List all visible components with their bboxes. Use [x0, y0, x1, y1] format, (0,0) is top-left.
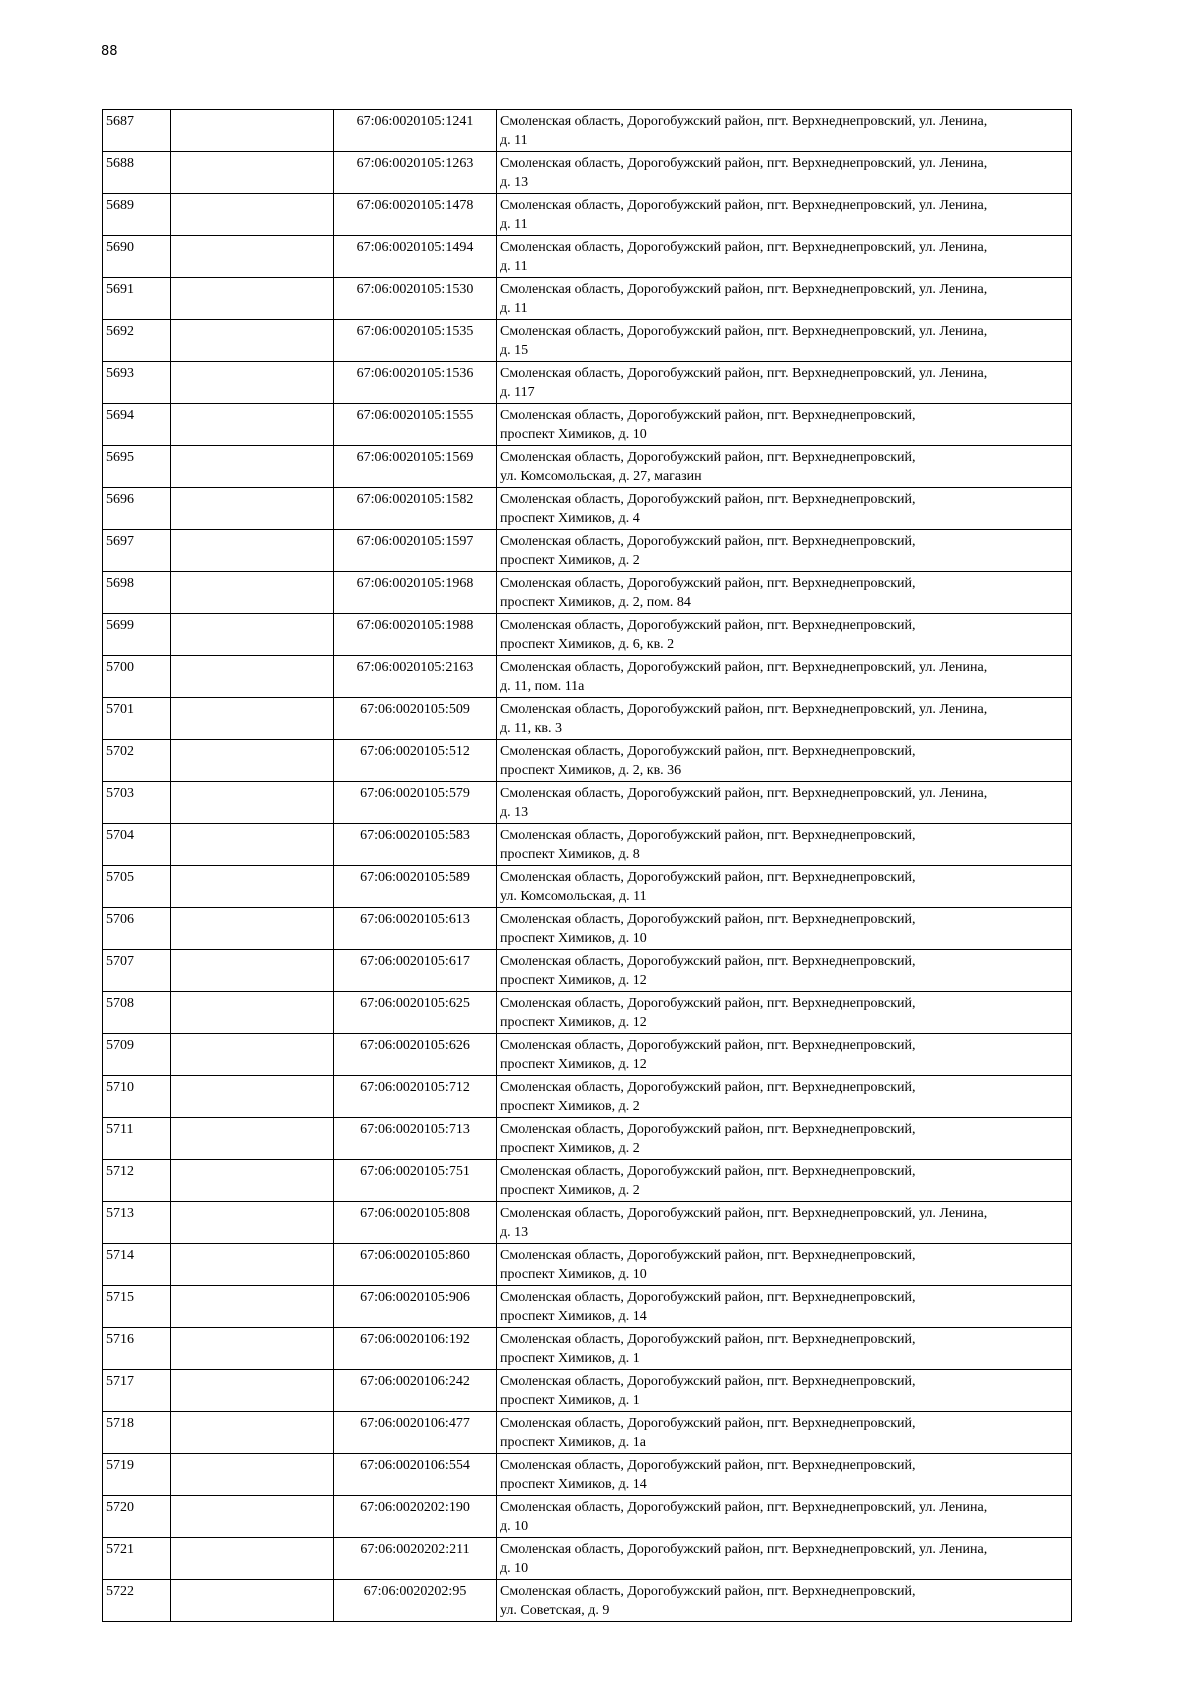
table-row	[103, 1370, 1072, 1412]
empty-cell	[171, 152, 334, 194]
empty-cell	[171, 1580, 334, 1622]
address-cell: Смоленская область, Дорогобужский район, пгт. Верхнеднепровский, проспект Химиков, д. 12	[497, 1034, 1072, 1076]
table-row	[103, 1412, 1072, 1454]
row-number-cell: 5718	[103, 1412, 171, 1454]
address-cell: Смоленская область, Дорогобужский район, пгт. Верхнеднепровский, ул. Ленина, д. 13	[497, 782, 1072, 824]
empty-cell	[171, 1496, 334, 1538]
registry-table	[102, 109, 1072, 1622]
cadastral-number-cell: 67:06:0020105:1988	[334, 614, 497, 656]
cadastral-number-cell: 67:06:0020105:1241	[334, 110, 497, 152]
address-cell: Смоленская область, Дорогобужский район, пгт. Верхнеднепровский, проспект Химиков, д. 12	[497, 950, 1072, 992]
row-number-cell: 5701	[103, 698, 171, 740]
table-row	[103, 740, 1072, 782]
table-row	[103, 614, 1072, 656]
table-row	[103, 992, 1072, 1034]
row-number-cell: 5706	[103, 908, 171, 950]
address-cell: Смоленская область, Дорогобужский район, пгт. Верхнеднепровский, проспект Химиков, д. 2	[497, 1118, 1072, 1160]
cadastral-number-cell: 67:06:0020105:1478	[334, 194, 497, 236]
cadastral-number-cell: 67:06:0020105:509	[334, 698, 497, 740]
row-number-cell: 5710	[103, 1076, 171, 1118]
row-number-cell: 5690	[103, 236, 171, 278]
table-row	[103, 152, 1072, 194]
cadastral-number-cell: 67:06:0020105:625	[334, 992, 497, 1034]
row-number-cell: 5687	[103, 110, 171, 152]
table-row	[103, 530, 1072, 572]
table-row	[103, 866, 1072, 908]
address-cell: Смоленская область, Дорогобужский район, пгт. Верхнеднепровский, ул. Ленина, д. 13	[497, 1202, 1072, 1244]
empty-cell	[171, 1244, 334, 1286]
row-number-cell: 5704	[103, 824, 171, 866]
empty-cell	[171, 278, 334, 320]
cadastral-number-cell: 67:06:0020105:579	[334, 782, 497, 824]
empty-cell	[171, 950, 334, 992]
table-row	[103, 110, 1072, 152]
row-number-cell: 5698	[103, 572, 171, 614]
empty-cell	[171, 362, 334, 404]
address-cell: Смоленская область, Дорогобужский район, пгт. Верхнеднепровский, проспект Химиков, д. 8	[497, 824, 1072, 866]
row-number-cell: 5691	[103, 278, 171, 320]
cadastral-number-cell: 67:06:0020105:1968	[334, 572, 497, 614]
empty-cell	[171, 1118, 334, 1160]
row-number-cell: 5721	[103, 1538, 171, 1580]
row-number-cell: 5693	[103, 362, 171, 404]
row-number-cell: 5689	[103, 194, 171, 236]
row-number-cell: 5722	[103, 1580, 171, 1622]
row-number-cell: 5715	[103, 1286, 171, 1328]
empty-cell	[171, 908, 334, 950]
table-row	[103, 908, 1072, 950]
row-number-cell: 5714	[103, 1244, 171, 1286]
address-cell: Смоленская область, Дорогобужский район, пгт. Верхнеднепровский, ул. Ленина, д. 10	[497, 1496, 1072, 1538]
empty-cell	[171, 1538, 334, 1580]
cadastral-number-cell: 67:06:0020106:554	[334, 1454, 497, 1496]
row-number-cell: 5692	[103, 320, 171, 362]
table-row	[103, 446, 1072, 488]
empty-cell	[171, 1328, 334, 1370]
empty-cell	[171, 1370, 334, 1412]
address-cell: Смоленская область, Дорогобужский район, пгт. Верхнеднепровский, проспект Химиков, д. 10	[497, 908, 1072, 950]
empty-cell	[171, 320, 334, 362]
row-number-cell: 5697	[103, 530, 171, 572]
registry-table-body	[103, 110, 1072, 1622]
address-cell: Смоленская область, Дорогобужский район, пгт. Верхнеднепровский, ул. Ленина, д. 11, пом. 11а	[497, 656, 1072, 698]
table-row	[103, 950, 1072, 992]
cadastral-number-cell: 67:06:0020105:1555	[334, 404, 497, 446]
address-cell: Смоленская область, Дорогобужский район, пгт. Верхнеднепровский, ул. Советская, д. 9	[497, 1580, 1072, 1622]
table-row	[103, 1580, 1072, 1622]
table-row	[103, 1118, 1072, 1160]
cadastral-number-cell: 67:06:0020105:1569	[334, 446, 497, 488]
cadastral-number-cell: 67:06:0020105:1597	[334, 530, 497, 572]
cadastral-number-cell: 67:06:0020105:906	[334, 1286, 497, 1328]
table-row	[103, 1202, 1072, 1244]
table-row	[103, 782, 1072, 824]
address-cell: Смоленская область, Дорогобужский район, пгт. Верхнеднепровский, ул. Ленина, д. 117	[497, 362, 1072, 404]
table-row	[103, 320, 1072, 362]
table-row	[103, 1328, 1072, 1370]
row-number-cell: 5708	[103, 992, 171, 1034]
empty-cell	[171, 1454, 334, 1496]
empty-cell	[171, 404, 334, 446]
row-number-cell: 5713	[103, 1202, 171, 1244]
cadastral-number-cell: 67:06:0020105:860	[334, 1244, 497, 1286]
row-number-cell: 5719	[103, 1454, 171, 1496]
cadastral-number-cell: 67:06:0020105:1530	[334, 278, 497, 320]
address-cell: Смоленская область, Дорогобужский район, пгт. Верхнеднепровский, проспект Химиков, д. 1а	[497, 1412, 1072, 1454]
cadastral-number-cell: 67:06:0020202:211	[334, 1538, 497, 1580]
row-number-cell: 5709	[103, 1034, 171, 1076]
address-cell: Смоленская область, Дорогобужский район, пгт. Верхнеднепровский, проспект Химиков, д. 1	[497, 1328, 1072, 1370]
address-cell: Смоленская область, Дорогобужский район, пгт. Верхнеднепровский, проспект Химиков, д. 2, пом. 84	[497, 572, 1072, 614]
table-row	[103, 1244, 1072, 1286]
cadastral-number-cell: 67:06:0020105:1535	[334, 320, 497, 362]
address-cell: Смоленская область, Дорогобужский район, пгт. Верхнеднепровский, проспект Химиков, д. 12	[497, 992, 1072, 1034]
address-cell: Смоленская область, Дорогобужский район, пгт. Верхнеднепровский, ул. Ленина, д. 15	[497, 320, 1072, 362]
empty-cell	[171, 236, 334, 278]
cadastral-number-cell: 67:06:0020105:1582	[334, 488, 497, 530]
table-row	[103, 236, 1072, 278]
address-cell: Смоленская область, Дорогобужский район, пгт. Верхнеднепровский, проспект Химиков, д. 10	[497, 1244, 1072, 1286]
row-number-cell: 5716	[103, 1328, 171, 1370]
address-cell: Смоленская область, Дорогобужский район, пгт. Верхнеднепровский, ул. Ленина, д. 11	[497, 236, 1072, 278]
empty-cell	[171, 572, 334, 614]
cadastral-number-cell: 67:06:0020202:190	[334, 1496, 497, 1538]
cadastral-number-cell: 67:06:0020106:477	[334, 1412, 497, 1454]
table-row	[103, 1454, 1072, 1496]
address-cell: Смоленская область, Дорогобужский район, пгт. Верхнеднепровский, проспект Химиков, д. 4	[497, 488, 1072, 530]
empty-cell	[171, 488, 334, 530]
address-cell: Смоленская область, Дорогобужский район, пгт. Верхнеднепровский, ул. Ленина, д. 11	[497, 278, 1072, 320]
address-cell: Смоленская область, Дорогобужский район, пгт. Верхнеднепровский, проспект Химиков, д. 2, кв. 36	[497, 740, 1072, 782]
empty-cell	[171, 1076, 334, 1118]
empty-cell	[171, 110, 334, 152]
address-cell: Смоленская область, Дорогобужский район, пгт. Верхнеднепровский, проспект Химиков, д. 10	[497, 404, 1072, 446]
address-cell: Смоленская область, Дорогобужский район, пгт. Верхнеднепровский, ул. Ленина, д. 10	[497, 1538, 1072, 1580]
table-row	[103, 362, 1072, 404]
cadastral-number-cell: 67:06:0020106:242	[334, 1370, 497, 1412]
empty-cell	[171, 1034, 334, 1076]
row-number-cell: 5705	[103, 866, 171, 908]
address-cell: Смоленская область, Дорогобужский район, пгт. Верхнеднепровский, проспект Химиков, д. 14	[497, 1454, 1072, 1496]
address-cell: Смоленская область, Дорогобужский район, пгт. Верхнеднепровский, проспект Химиков, д. 6, кв. 2	[497, 614, 1072, 656]
address-cell: Смоленская область, Дорогобужский район, пгт. Верхнеднепровский, ул. Ленина, д. 11	[497, 194, 1072, 236]
empty-cell	[171, 1412, 334, 1454]
cadastral-number-cell: 67:06:0020106:192	[334, 1328, 497, 1370]
address-cell: Смоленская область, Дорогобужский район, пгт. Верхнеднепровский, ул. Ленина, д. 11, кв. 3	[497, 698, 1072, 740]
address-cell: Смоленская область, Дорогобужский район, пгт. Верхнеднепровский, проспект Химиков, д. 1	[497, 1370, 1072, 1412]
empty-cell	[171, 194, 334, 236]
address-cell: Смоленская область, Дорогобужский район, пгт. Верхнеднепровский, проспект Химиков, д. 14	[497, 1286, 1072, 1328]
table-row	[103, 488, 1072, 530]
empty-cell	[171, 1202, 334, 1244]
row-number-cell: 5702	[103, 740, 171, 782]
row-number-cell: 5711	[103, 1118, 171, 1160]
table-row	[103, 1538, 1072, 1580]
empty-cell	[171, 446, 334, 488]
address-cell: Смоленская область, Дорогобужский район, пгт. Верхнеднепровский, ул. Ленина, д. 11	[497, 110, 1072, 152]
table-row	[103, 1076, 1072, 1118]
table-row	[103, 698, 1072, 740]
empty-cell	[171, 866, 334, 908]
empty-cell	[171, 530, 334, 572]
empty-cell	[171, 824, 334, 866]
table-row	[103, 1034, 1072, 1076]
empty-cell	[171, 740, 334, 782]
address-cell: Смоленская область, Дорогобужский район, пгт. Верхнеднепровский, проспект Химиков, д. 2	[497, 530, 1072, 572]
table-row	[103, 656, 1072, 698]
empty-cell	[171, 992, 334, 1034]
row-number-cell: 5700	[103, 656, 171, 698]
cadastral-number-cell: 67:06:0020105:613	[334, 908, 497, 950]
row-number-cell: 5696	[103, 488, 171, 530]
cadastral-number-cell: 67:06:0020105:1494	[334, 236, 497, 278]
row-number-cell: 5695	[103, 446, 171, 488]
table-row	[103, 1160, 1072, 1202]
row-number-cell: 5703	[103, 782, 171, 824]
empty-cell	[171, 782, 334, 824]
row-number-cell: 5712	[103, 1160, 171, 1202]
cadastral-number-cell: 67:06:0020105:713	[334, 1118, 497, 1160]
empty-cell	[171, 1286, 334, 1328]
cadastral-number-cell: 67:06:0020105:583	[334, 824, 497, 866]
table-row	[103, 1286, 1072, 1328]
empty-cell	[171, 656, 334, 698]
cadastral-number-cell: 67:06:0020105:617	[334, 950, 497, 992]
cadastral-number-cell: 67:06:0020105:626	[334, 1034, 497, 1076]
cadastral-number-cell: 67:06:0020202:95	[334, 1580, 497, 1622]
address-cell: Смоленская область, Дорогобужский район, пгт. Верхнеднепровский, проспект Химиков, д. 2	[497, 1076, 1072, 1118]
address-cell: Смоленская область, Дорогобужский район, пгт. Верхнеднепровский, проспект Химиков, д. 2	[497, 1160, 1072, 1202]
row-number-cell: 5707	[103, 950, 171, 992]
cadastral-number-cell: 67:06:0020105:751	[334, 1160, 497, 1202]
cadastral-number-cell: 67:06:0020105:1263	[334, 152, 497, 194]
address-cell: Смоленская область, Дорогобужский район, пгт. Верхнеднепровский, ул. Комсомольская, д. 27, магазин	[497, 446, 1072, 488]
row-number-cell: 5717	[103, 1370, 171, 1412]
cadastral-number-cell: 67:06:0020105:1536	[334, 362, 497, 404]
row-number-cell: 5720	[103, 1496, 171, 1538]
table-row	[103, 572, 1072, 614]
row-number-cell: 5699	[103, 614, 171, 656]
cadastral-number-cell: 67:06:0020105:2163	[334, 656, 497, 698]
row-number-cell: 5688	[103, 152, 171, 194]
address-cell: Смоленская область, Дорогобужский район, пгт. Верхнеднепровский, ул. Комсомольская, д. 11	[497, 866, 1072, 908]
cadastral-number-cell: 67:06:0020105:512	[334, 740, 497, 782]
table-row	[103, 404, 1072, 446]
empty-cell	[171, 698, 334, 740]
cadastral-number-cell: 67:06:0020105:589	[334, 866, 497, 908]
table-row	[103, 194, 1072, 236]
cadastral-number-cell: 67:06:0020105:712	[334, 1076, 497, 1118]
page-number: 88	[101, 44, 118, 59]
table-row	[103, 278, 1072, 320]
table-row	[103, 1496, 1072, 1538]
address-cell: Смоленская область, Дорогобужский район, пгт. Верхнеднепровский, ул. Ленина, д. 13	[497, 152, 1072, 194]
empty-cell	[171, 614, 334, 656]
cadastral-number-cell: 67:06:0020105:808	[334, 1202, 497, 1244]
empty-cell	[171, 1160, 334, 1202]
row-number-cell: 5694	[103, 404, 171, 446]
table-row	[103, 824, 1072, 866]
